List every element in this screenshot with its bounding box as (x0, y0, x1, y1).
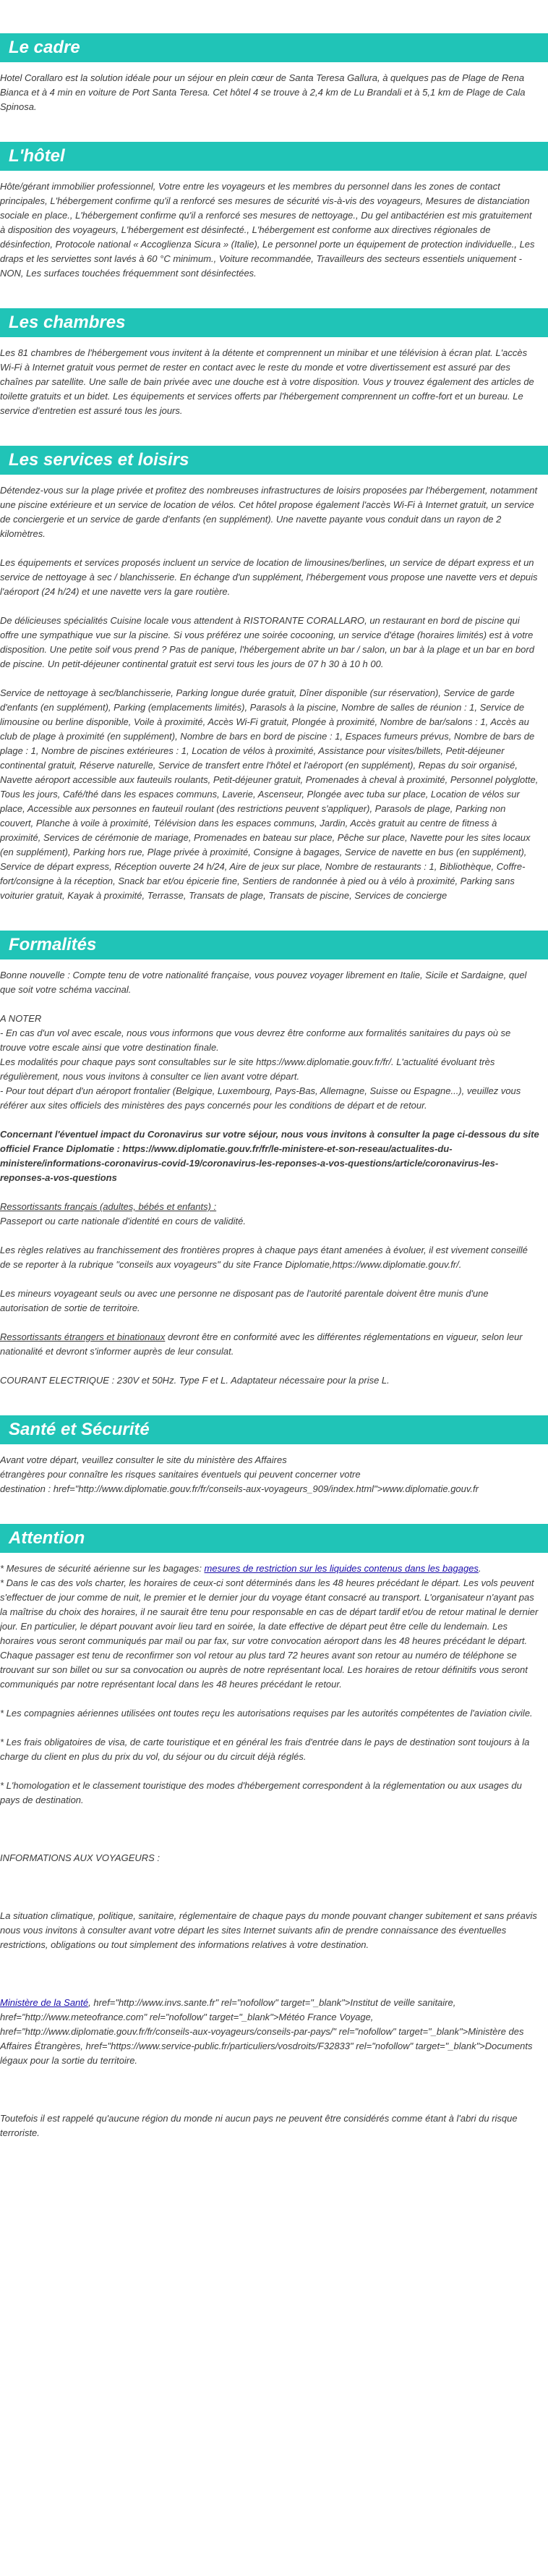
attention-bagages-label: * Mesures de sécurité aérienne sur les bagages: (0, 1563, 205, 1574)
attention-situation-2: nous vous invitons à consulter avant votre départ les sites Internet suivants afin de prendre connaissance des éventuelles restrictions, obligations ou tout simplement des informations relatives à votre destination. (0, 1925, 507, 1950)
services-p2: Les équipements et services proposés incluent un service de location de limousines/berlines, un service de départ express et un service de nettoyage à sec / blanchisserie. En échange d'un supplément, l'hébergement vous propose une navette vers et depuis l'aéroport (24 h/24) et une navette vers la gare routière. (0, 557, 538, 597)
section-attention (0, 1524, 548, 2140)
sante-line-2: étrangères pour connaître les risques sanitaires éventuels qui peuvent concerner votre (0, 1469, 361, 1480)
hotel-text: Hôte/gérant immobilier professionnel, Votre entre les voyageurs et les membres du personnel dans les zones de contact principales, L'hébergement confirme qu'il a renforcé ses mesures de sécurité vis-à-vis des voyageurs, Mesures de distanciation sociale en place., L'hébergement confirme qu'il a renforcé ses mesures de nettoyage., Du gel antibactérien est mis gratuitement à disposition des voyageurs, L'hébergement est désinfecté., L'hébergement est conforme aux directives régionales de désinfection, Protocole national « Accoglienza Sicura » (Italie), Le personnel porte un équipement de protection individuelle., Les draps et les serviettes sont lavés à 60 °C minimum., Voiture recommandée, Travailleurs des secteurs essentiels uniquement - NON, Les surfaces touchées fréquemment sont désinfectées. (0, 181, 535, 279)
services-p1: Détendez-vous sur la plage privée et profitez des nombreuses infrastructures de loisirs proposées par l'hébergement, notamment une piscine extérieure et un service de location de vélos. Cet hôtel propose également l'accès Wi-Fi à Internet gratuit, un service de conciergerie et un service de garde d'enfants (en supplément). Une navette payante vous conduit dans un rayon de 2 kilomètres. (0, 485, 538, 539)
formalites-a-noter: A NOTER (0, 1013, 42, 1024)
services-p4: Service de nettoyage à sec/blanchisserie, Parking longue durée gratuit, Dîner disponible (sur réservation), Service de garde d'enfants (en supplément), Parking (emplacements limités), Parasols à la piscine, Nombre de salles de réunion : 1, Service de limousine ou berline disponible, Voile à proximité, Accès Wi-Fi gratuit, Plongée à proximité, Nombre de bar/salons : 1, Accès au club de plage à proximité (en supplément), Nombre de bars en bord de piscine : 1, Espaces fumeurs prévus, Nombre de bars de plage : 1, Nombre de piscines extérieures : 1, Location de vélos à proximité, Assistance pour visites/billets, Petit-déjeuner continental gratuit, Réserve naturelle, Service de transfert entre l'hôtel et l'aéroport (en supplément), Repas du soir organisé, Navette aéroport accessible aux fauteuils roulants, Petit-déjeuner gratuit, Promenades à cheval à proximité, Personnel polyglotte, Tous les jours, Café/thé dans les espaces communs, Laverie, Ascenseur, Plongée avec tuba sur place, Location de vélos sur place, Accessible aux personnes en fauteuil roulant (des restrictions peuvent s'appliquer), Parasols de plage, Parking non couvert, Planche à voile à proximité, Télévision dans les espaces communs, Jardin, Accès gratuit au centre de fitness à proximité, Services de cérémonie de mariage, Promenades en bateau sur place, Pêche sur place, Navette pour les sites locaux (en supplément), Parking hors rue, Plage privée à proximité, Consigne à bagages, Service de navette en bus (en supplément), Service de départ express, Réception ouverte 24 h/24, Aire de jeux sur place, Nombre de restaurants : 1, Bibliothèque, Coffre-fort/consigne à la réception, Snack bar et/ou épicerie fine, Sentiers de randonnée à pied ou à vélo à proximité, Parking sans voiturier gratuit, Kayak à proximité, Terrasse, Transats de plage, Transats de piscine, Services de concierge (0, 687, 539, 901)
attention-frais: * Les frais obligatoires de visa, de carte touristique et en général les frais d'entrée dans le pays de destination sont toujours à la charge du client en plus du prix du vol, du séjour ou du circuit déjà réglés. (0, 1737, 530, 1762)
attention-links (0, 1996, 539, 2068)
formalites-note-3: - Pour tout départ d'un aéroport frontalier (Belgique, Luxembourg, Pays-Bas, Allemagne, Suisse ou Espagne...), veuillez vous référer aux sites officiels des ministères des pays concernés pour les conditions de départ et de retour. (0, 1085, 521, 1111)
attention-homologation: * L'homologation et le classement touristique des modes d'hébergement correspondent à la réglementation ou aux usages du pays de destination. (0, 1780, 522, 1805)
section-title-attention: Attention (0, 1524, 548, 1553)
cadre-text: Hotel Corallaro est la solution idéale pour un séjour en plein cœur de Santa Teresa Gallura, à quelques pas de Plage de Rena Bianca et à 4 min en voiture de Port Santa Teresa. Cet hôtel 4 se trouve à 2,4 km de Lu Brandali et à 5,1 km de Plage de Cala Spinosa. (0, 72, 526, 112)
attention-bagages-end: . (478, 1563, 481, 1574)
section-title-hotel: L'hôtel (0, 142, 548, 171)
formalites-note-2: Les modalités pour chaque pays sont consultables sur le site https://www.diplomatie.gouv.fr/fr/. L'actualité évoluant très régulièrement, nous vous invitons à consulter ce lien avant votre départ. (0, 1056, 495, 1082)
sante-line-1: Avant votre départ, veuillez consulter le site du ministère des Affaires (0, 1454, 287, 1465)
formalites-fr-heading: Ressortissants français (adultes, bébés et enfants) : (0, 1201, 217, 1212)
formalites-covid: Concernant l'éventuel impact du Coronavirus sur votre séjour, nous vous invitons à consulter la page ci-dessous du site officiel France Diplomatie : https://www.diplomatie.gouv.fr/fr/le-ministere-et-son-reseau/actualites-du-ministere/informations-coronavirus-covid-19/coronavirus-les-reponses-a-vos-questions/article/coronavirus-les-reponses-a-vos-questions (0, 1129, 539, 1183)
formalites-note-1: - En cas d'un vol avec escale, nous vous informons que vous devrez être conforme aux formalités sanitaires du pays où se trouve votre escale ainsi que votre destination finale. (0, 1028, 511, 1053)
chambres-text: Les 81 chambres de l'hébergement vous invitent à la détente et comprennent un minibar et une télévision à écran plat. L'accès Wi-Fi à Internet gratuit vous permet de rester en contact avec le reste du monde et votre divertissement est assuré par des chaînes par satellite. Une salle de bain privée avec une douche est à votre disposition. Vous y trouvez également des articles de toilette gratuits et un bidet. Les équipements et services offerts par l'hébergement comprennent un coffre-fort et un bureau. Le service d'entretien est assuré tous les jours. (0, 347, 534, 416)
attention-compagnies: * Les compagnies aériennes utilisées ont toutes reçu les autorisations requises par les autorités compétentes de l'aviation civile. (0, 1708, 533, 1719)
attention-bagages (0, 1562, 539, 1576)
attention-charter: * Dans le cas des vols charter, les horaires de ceux-ci sont déterminés dans les 48 heures précédant le départ. Les vols peuvent s'effectuer de jour comme de nuit, le premier et le dernier jour du voyage étant consacré au transport. L'organisateur n'ayant pas la maîtrise du choix des horaires, il ne saurait être tenu pour responsable en cas de départ tardif et/ou de retour matinal le dernier jour. En particulier, le départ pouvant avoir lieu tard en soirée, la date effective de départ peut être celle du lendemain. Les horaires vous seront communiqués par mail ou par fax, sur votre convocation aéroport dans les 48 heures précédant le départ. Chaque passager est tenu de reconfirmer son vol retour au plus tard 72 heures avant son retour au numéro de téléphone se trouvant sur son billet ou sur sa convocation ou auprès de notre représentant local. Les horaires de retour définitifs vous seront communiqués par notre représentant local dans les 48 heures précédant le retour. (0, 1577, 539, 1690)
attention-links-text: , href="http://www.invs.sante.fr" rel="nofollow" target="_blank">Institut de veille sanitaire, href="http://www.meteofrance.com" rel="nofollow" target="_blank">Météo France Voyage, href="http://www.diplomatie.gouv.fr/fr/conseils-aux-voyageurs/conseils-par-pays/" rel="nofollow" target="_blank">Ministère des Affaires Étrangères, href="https://www.service-public.fr/particuliers/vosdroits/F32833" rel="nofollow" target="_blank">Documents légaux pour la sortie du territoire. (0, 1997, 533, 2066)
section-title-formalites: Formalités (0, 931, 548, 959)
section-sante (0, 1415, 548, 1496)
page (0, 33, 548, 2140)
formalites-fr-text: Passeport ou carte nationale d'identité en cours de validité. (0, 1216, 246, 1226)
formalites-etr-text: devront être en conformité avec les différentes réglementations en vigueur, selon leur nationalité et devront s'informer auprès de leur consulat. (0, 1331, 523, 1357)
section-title-sante: Santé et Sécurité (0, 1415, 548, 1444)
section-title-services: Les services et loisirs (0, 446, 548, 475)
section-title-chambres: Les chambres (0, 308, 548, 337)
section-cadre (0, 33, 548, 114)
section-services (0, 446, 548, 903)
formalites-courant: COURANT ELECTRIQUE : 230V et 50Hz. Type F et L. Adaptateur nécessaire pour la prise L. (0, 1375, 390, 1386)
section-formalites (0, 931, 548, 1388)
attention-final: Toutefois il est rappelé qu'aucune région du monde ni aucun pays ne peuvent être considérés comme étant à l'abri du risque terroriste. (0, 2113, 518, 2138)
liquides-restriction-link[interactable]: mesures de restriction sur les liquides contenus dans les bagages (204, 1563, 479, 1574)
formalites-p1: Bonne nouvelle : Compte tenu de votre nationalité française, vous pouvez voyager librement en Italie, Sicile et Sardaigne, quel que soit votre schéma vaccinal. (0, 970, 527, 995)
sante-line-3: destination : href="http://www.diplomatie.gouv.fr/fr/conseils-aux-voyageurs_909/index.html">www.diplomatie.gouv.fr (0, 1483, 479, 1494)
formalites-etrangers (0, 1330, 539, 1359)
services-p3: De délicieuses spécialités Cuisine locale vous attendent à RISTORANTE CORALLARO, un restaurant en bord de piscine qui offre une sympathique vue sur la piscine. Si vous préférez une soirée cocooning, un service d'étage (horaires limités) est à votre disposition. Une petite soif vous prend ? Pas de panique, l'hébergement abrite un bar / salon, un bar à la plage et un bar en bord de piscine. Un petit-déjeuner continental gratuit est servi tous les jours de 07 h 30 à 10 h 00. (0, 615, 534, 669)
section-title-cadre: Le cadre (0, 33, 548, 62)
section-chambres (0, 308, 548, 418)
attention-situation-1: La situation climatique, politique, sanitaire, réglementaire de chaque pays du monde pouvant changer subitement et sans préavis (0, 1910, 537, 1921)
ministere-sante-link[interactable]: Ministère de la Santé (0, 1997, 89, 2008)
attention-info-heading: INFORMATIONS AUX VOYAGEURS : (0, 1852, 160, 1863)
formalites-regles: Les règles relatives au franchissement des frontières propres à chaque pays étant amenées à évoluer, il est vivement conseillé de se reporter à la rubrique "conseils aux voyageurs" du site France Diplomatie,https://www.diplomatie.gouv.fr/. (0, 1245, 528, 1270)
section-hotel (0, 142, 548, 281)
formalites-mineurs: Les mineurs voyageant seuls ou avec une personne ne disposant pas de l'autorité parentale doivent être munis d'une autorisation de sortie de territoire. (0, 1288, 489, 1313)
formalites-etr-heading: Ressortissants étrangers et binationaux (0, 1331, 166, 1342)
